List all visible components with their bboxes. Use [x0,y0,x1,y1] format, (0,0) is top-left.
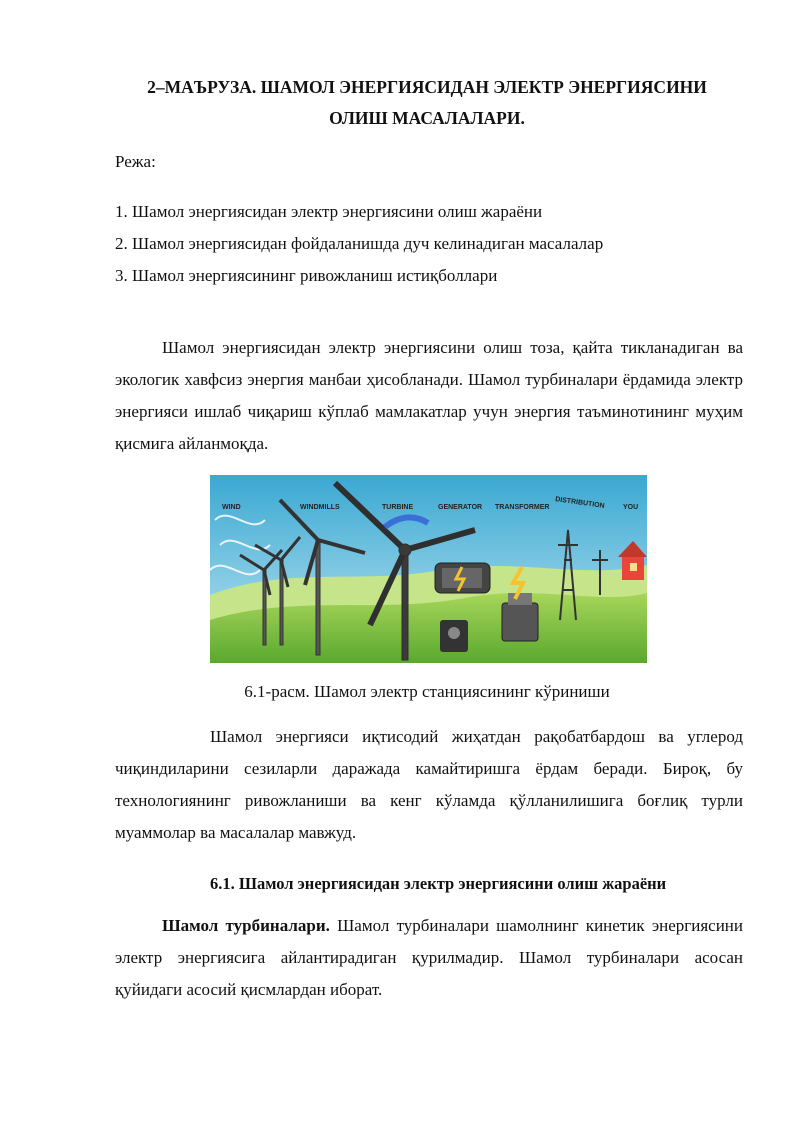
turbines-lead: Шамол турбиналари. [162,916,330,935]
meter-box-icon [440,620,468,652]
turbines-text: Шамол турбиналари шамолнинг кинетик энергиясини электр энергиясига айлантирадиган қурилмадир. Шамол турбиналари асосан қуйидаги асосий қисмлардан иборат. [115,916,743,999]
title-line-2: ОЛИШ МАСАЛАЛАРИ. [329,108,525,128]
label-generator: GENERATOR [438,504,483,511]
label-distribution: DISTRIBUTION [554,496,605,510]
figure-caption: 6.1-расм. Шамол электр станциясининг кўриниши [244,682,610,701]
wind-power-figure [210,475,647,663]
label-transformer: TRANSFORMER [495,504,550,511]
generator-icon [435,563,490,593]
plan-item-2: 2. Шамол энергиясидан фойдаланишда дуч келинадиган масалалар [115,234,604,253]
plan-list [115,196,603,292]
plan-heading: Режа: [115,152,156,171]
label-wind: WIND [222,504,241,511]
turbines-paragraph [115,910,743,1006]
lecture-title [100,72,754,134]
plan-item-1: 1. Шамол энергиясидан электр энергиясини олиш жараёни [115,202,543,221]
intro-paragraph: Шамол энергиясидан электр энергиясини олиш тоза, қайта тикланадиган ва экологик хавфсиз энергия манбаи ҳисобланади. Шамол турбиналари ёрдамида электр энергияси ишлаб чиқариш кўплаб мамлакатлар учун энергия таъминотининг муҳим қисмига айланмоқда. [115,338,743,453]
plan-item-3: 3. Шамол энергиясининг ривожланиш истиқболлари [115,266,498,285]
label-windmills: WINDMILLS [300,504,340,511]
wind-power-illustration [210,475,647,663]
label-you: YOU [623,504,639,511]
economics-paragraph: Шамол энергияси иқтисодий жиҳатдан рақобатбардош ва углерод чиқиндиларини сезиларли даражада камайтиришга ёрдам беради. Бироқ, бу технологиянинг ривожланиши ва кенг кўламда қўлланилишига боғлиқ турли муаммолар ва масалалар мавжуд. [115,727,743,842]
title-line-1: 2–МАЪРУЗА. ШАМОЛ ЭНЕРГИЯСИДАН ЭЛЕКТР ЭНЕРГИЯСИНИ [147,77,707,97]
section-heading: 6.1. Шамол энергиясидан электр энергиясини олиш жараёни [210,874,667,893]
label-turbine: TURBINE [382,504,414,511]
